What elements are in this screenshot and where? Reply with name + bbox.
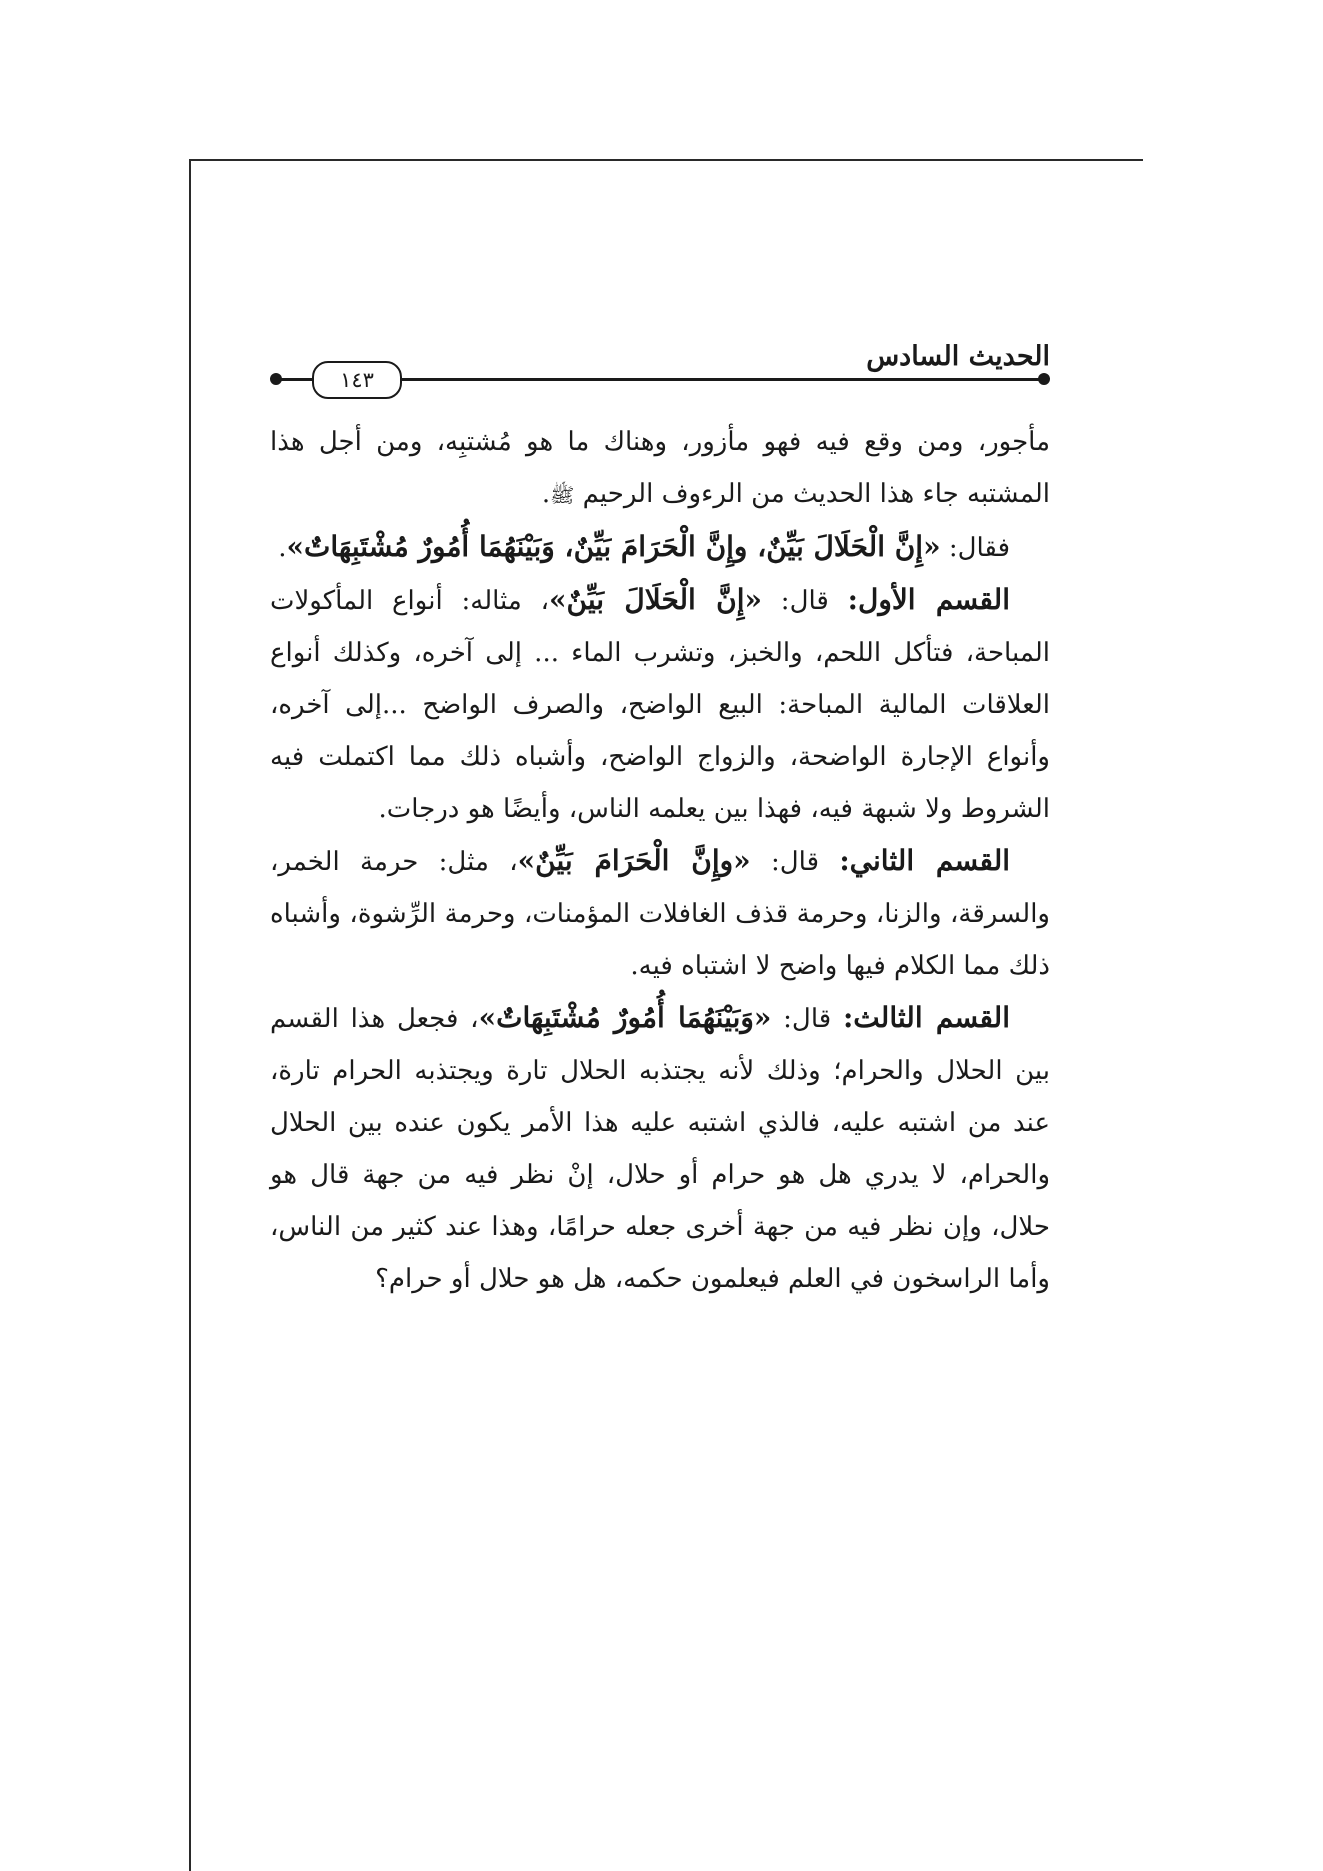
hadith-quote: «وإِنَّ الْحَرَامَ بَيِّنٌ» (517, 844, 751, 877)
paragraph-first-section (270, 574, 1050, 835)
paragraph-lead: قال: (750, 847, 840, 877)
paragraph-punctuation: . (541, 479, 551, 509)
paragraph-tail: ، مثاله: أنواع المأكولات المباحة، فتأكل اللحم، والخبز، وتشرب الماء ... إلى آخره، وكذلك أنواع العلاقات المالية المباحة: البيع الواضح، والصرف الواضح ...إلى آخره، وأنواع الإجارة الواضحة، والزواج الواضح، وأشباه ذلك مما اكتملت فيه الشروط ولا شبهة فيه، فهذا بين يعلمه الناس، وأيضًا هو درجات. (270, 586, 1050, 824)
hadith-quote: «إِنَّ الْحَلَالَ بَيِّنٌ» (549, 583, 762, 616)
page-number: ١٤٣ (312, 361, 402, 399)
paragraph-lead: قال: (761, 586, 848, 616)
rule-right-ornament (1038, 373, 1050, 385)
paragraph-tail: . (278, 533, 287, 563)
paragraph-lead: قال: (771, 1004, 843, 1034)
paragraph-second-section (270, 835, 1050, 992)
section-heading-second: القسم الثاني: (839, 844, 1011, 877)
scan-frame-left-line (189, 159, 191, 1871)
section-heading-third: القسم الثالث: (842, 1001, 1010, 1034)
paragraph-tail: ، مثل: حرمة الخمر، والسرقة، والزنا، وحرمة قذف الغافلات المؤمنات، وحرمة الرِّشوة، وأشباه ذلك مما الكلام فيها واضح لا اشتباه فيه. (270, 847, 1050, 981)
hadith-quote: «وَبَيْنَهُمَا أُمُورٌ مُشْتَبِهَاتٌ» (478, 1001, 772, 1034)
paragraph-lead: فقال: (940, 533, 1010, 563)
section-heading-first: القسم الأول: (847, 583, 1010, 616)
paragraph-tail: ، فجعل هذا القسم بين الحلال والحرام؛ وذلك لأنه يجتذبه الحلال تارة ويجتذبه الحرام تارة، عند من اشتبه عليه، فالذي اشتبه عليه هذا الأمر يكون عنده بين الحلال والحرام، لا يدري هل هو حرام أو حلال، إنْ نظر فيه من جهة قال هو حلال، وإن نظر فيه من جهة أخرى جعله حرامًا، وهذا عند كثير من الناس، وأما الراسخون في العلم فيعلمون حكمه، هل هو حلال أو حرام؟ (270, 1004, 1050, 1294)
paragraph-continuation (270, 416, 1050, 521)
body-text (270, 416, 1050, 1305)
scan-frame-top-line (189, 159, 1143, 161)
running-title: الحديث السادس (866, 341, 1050, 372)
salutation-glyph: ﷺ (550, 483, 575, 507)
paragraph-hadith-quote (270, 521, 1050, 574)
hadith-quote: «إِنَّ الْحَلَالَ بَيِّنٌ، وإِنَّ الْحَرَامَ بَيِّنٌ، وَبَيْنَهُمَا أُمُورٌ مُشْتَبِهَاتٌ» (286, 530, 941, 563)
paragraph-text: مأجور، ومن وقع فيه فهو مأزور، وهناك ما هو مُشتبِه، ومن أجل هذا المشتبه جاء هذا الحديث من الرءوف الرحيم (270, 427, 1050, 509)
paragraph-third-section (270, 992, 1050, 1305)
book-page (270, 330, 1050, 1730)
rule-left-ornament (270, 373, 282, 385)
